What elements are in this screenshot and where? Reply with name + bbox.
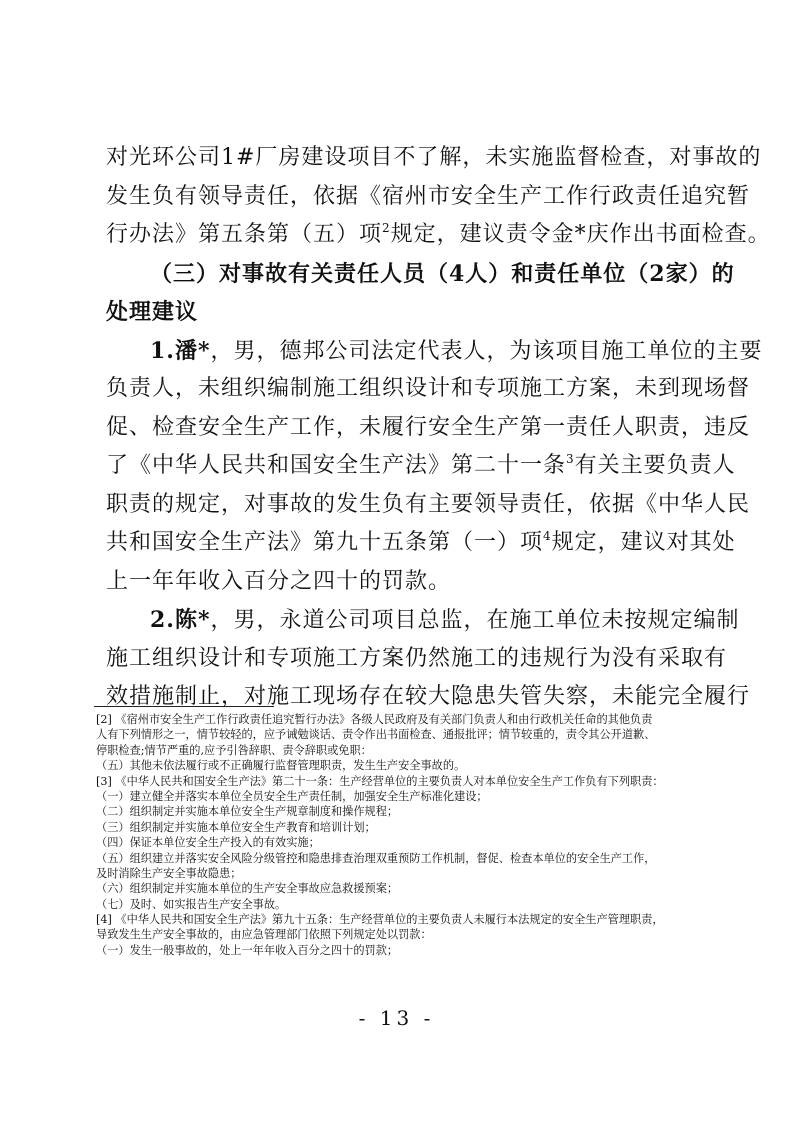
body-line: 效措施制止，对施工现场存在较大隐患失管失察，未能完全履行	[106, 684, 751, 709]
footnotes	[96, 712, 701, 958]
footnote-line: （二）组织制定并实施本单位安全生产规章制度和操作规程；	[96, 805, 399, 819]
body-line: 负责人，未组织编制施工组织设计和专项施工方案，未到现场督	[106, 376, 751, 401]
body-line	[106, 332, 763, 371]
body-line	[106, 524, 736, 563]
body-text-run: 共和国安全生产法》第九十五条第（一）项	[106, 530, 544, 555]
footnote-line: （六）组织制定并实施本单位的生产安全事故应急救援预案；	[96, 882, 399, 896]
footnote-ref: 2	[382, 221, 391, 235]
body-text-run: 了《中华人民共和国安全生产法》第二十一条	[106, 453, 567, 478]
footnote-line: （一）建立健全并落实本单位全员安全生产责任制，加强安全生产标准化建设；	[96, 789, 488, 803]
footnote-line: （五）组织建立并落实安全风险分级管控和隐患排查治理双重预防工作机制，督促、检查本单位的安全生产工作，	[96, 851, 656, 865]
body-text-run: 规定，建议对其处	[551, 530, 736, 555]
body-line: 施工组织设计和专项施工方案仍然施工的违规行为没有采取有	[106, 645, 728, 671]
footnote-line: [2] 《宿州市安全生产工作行政责任追究暂行办法》各级人民政府及有关部门负责人和由行政机关任命的其他负责	[96, 713, 653, 726]
footnote-line: （五）其他未依法履行或不正确履行监督管理职责，发生生产安全事故的。	[96, 759, 466, 773]
footnote-ref: 4	[543, 529, 552, 543]
footnote-line: 导致发生生产安全事故的，由应急管理部门依照下列规定处以罚款：	[96, 928, 432, 942]
footnote-ref: 3	[566, 452, 575, 466]
body-line: 职责的规定，对事故的发生负有主要领导责任，依据《中华人民	[106, 491, 751, 517]
page-number: - 13 -	[358, 1006, 435, 1030]
footnote-line: （七）及时、如实报告生产安全事故。	[96, 897, 287, 911]
section-heading: 处理建议	[106, 299, 199, 325]
footnote-line: [3] 《中华人民共和国安全生产法》第二十一条：生产经营单位的主要负责人对本单位安全生产工作负有下列职责：	[96, 774, 664, 788]
body-text-run: ，男，德邦公司法定代表人，为该项目施工单位的主要	[210, 338, 763, 364]
body-line: 对光环公司1#厂房建设项目不了解，未实施监督检查，对事故的	[106, 145, 762, 170]
section-heading: （三）对事故有关责任人员（4人）和责任单位（2家）的	[150, 260, 735, 287]
body-line: 发生负有领导责任，依据《宿州市安全生产工作行政责任追究暂	[106, 183, 751, 209]
footnote-line: 人有下列情形之一，情节较轻的，应予诫勉谈话、责令作出书面检查、通报批评；情节较重的，责令其公开道歉、	[96, 728, 656, 742]
footnote-separator	[94, 706, 274, 707]
body-line	[106, 447, 736, 486]
body-line: 促、检查安全生产工作，未履行安全生产第一责任人职责，违反	[106, 414, 751, 440]
body-line	[106, 216, 771, 255]
person-name: 2.陈*	[150, 607, 211, 633]
body-text-run: 规定，建议责令金*庆作出书面检查。	[390, 222, 771, 247]
body-text-run: 行办法》第五条第（五）项	[106, 222, 383, 247]
body-text-run: ，男，永道公司项目总监，在施工单位未按规定编制	[210, 608, 740, 633]
footnote-line: 及时消除生产安全事故隐患；	[96, 866, 242, 880]
person-name: 1.潘*	[150, 337, 211, 364]
footnote-line: （四）保证本单位安全生产投入的有效实施；	[96, 836, 320, 850]
body-line	[106, 601, 740, 640]
footnote-line: （三）组织制定并实施本单位安全生产教育和培训计划；	[96, 820, 376, 834]
body-line: 上一年年收入百分之四十的罚款。	[106, 568, 452, 594]
main-text	[106, 139, 771, 717]
body-text-run: 有关主要负责人	[574, 453, 736, 478]
footnote-line: （一）发生一般事故的，处上一年年收入百分之四十的罚款；	[96, 943, 399, 957]
footnote-line: [4] 《中华人民共和国安全生产法》第九十五条：生产经营单位的主要负责人未履行本法规定的安全生产管理职责，	[96, 913, 664, 927]
footnote-line: 停职检查;情节严重的,应予引咎辞职、责令辞职或免职：	[96, 743, 372, 757]
